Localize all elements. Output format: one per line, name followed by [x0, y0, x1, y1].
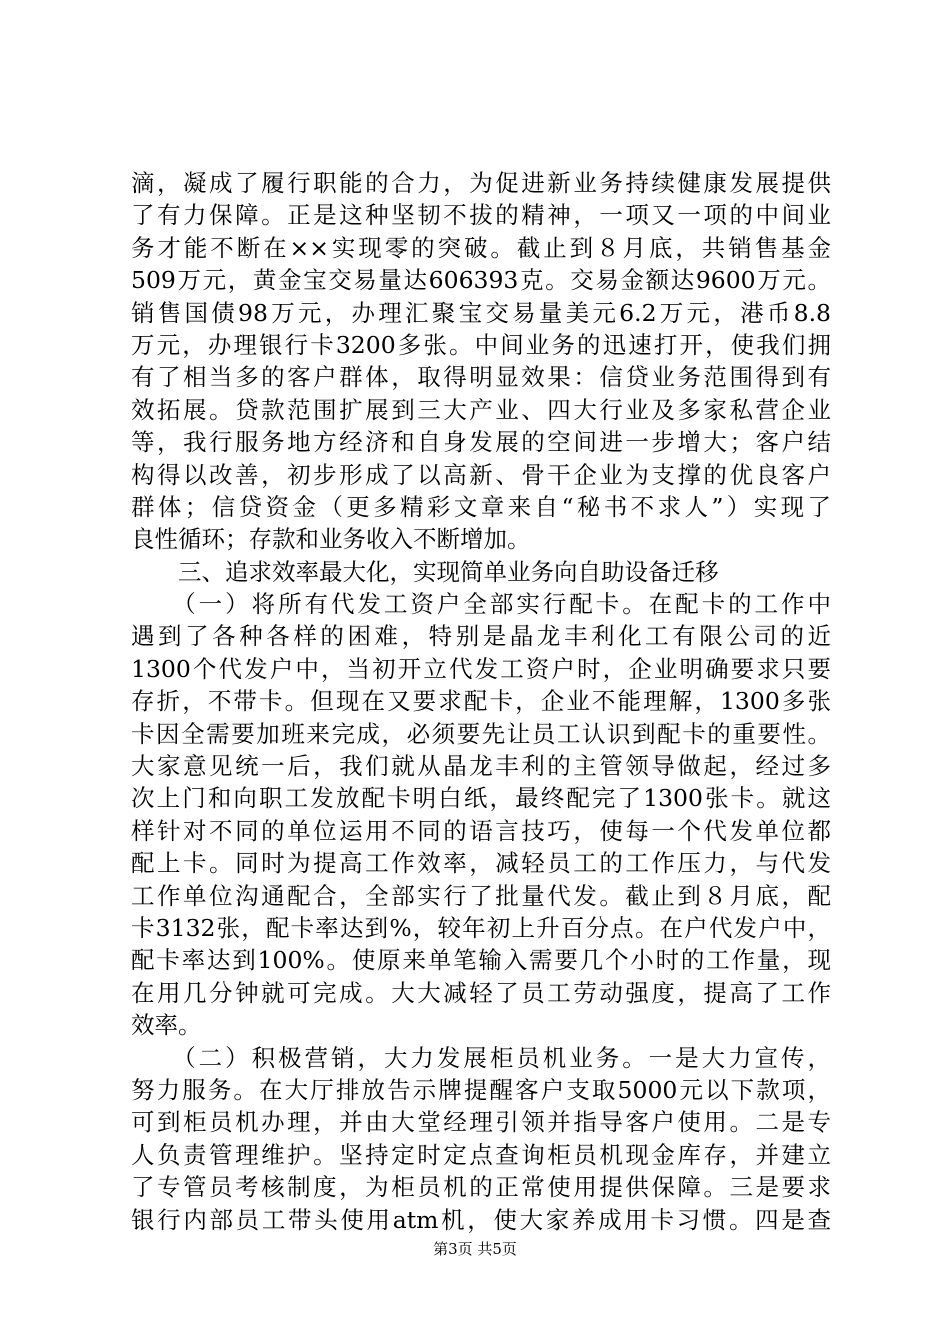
- text-line: 遇到了各种各样的困难，特别是晶龙丰利化工有限公司的近: [131, 622, 831, 651]
- text-line: 人负责管理维护。坚持定时定点查询柜员机现金库存，并建立: [131, 1140, 831, 1169]
- text-line: （二）积极营销，大力发展柜员机业务。一是大力宣传，: [131, 1043, 831, 1072]
- section-heading: 三、追求效率最大化，实现简单业务向自助设备迁移: [131, 557, 719, 586]
- text-line: 银行内部员工带头使用atm机，使大家养成用卡习惯。四是查: [131, 1205, 831, 1234]
- text-line: 存折，不带卡。但现在又要求配卡，企业不能理解，1300多张: [131, 687, 831, 716]
- text-line: 了有力保障。正是这种坚韧不拔的精神，一项又一项的中间业: [131, 201, 831, 230]
- text-line: 工作单位沟通配合，全部实行了批量代发。截止到８月底，配: [131, 881, 831, 910]
- text-line: 卡3132张，配卡率达到%，较年初上升百分点。在户代发户中，: [131, 913, 831, 942]
- text-line: 务才能不断在××实现零的突破。截止到８月底，共销售基金: [131, 233, 831, 262]
- text-line: 样针对不同的单位运用不同的语言技巧，使每一个代发单位都: [131, 816, 831, 845]
- text-line: 滴，凝成了履行职能的合力，为促进新业务持续健康发展提供: [131, 169, 831, 197]
- text-line: 次上门和向职工发放配卡明白纸，最终配完了1300张卡。就这: [131, 784, 831, 813]
- text-line: 努力服务。在大厅排放告示牌提醒客户支取5000元以下款项，: [131, 1075, 831, 1104]
- text-line: 可到柜员机办理，并由大堂经理引领并指导客户使用。二是专: [131, 1108, 831, 1137]
- text-line: 效拓展。贷款范围扩展到三大产业、四大行业及多家私营企业: [131, 395, 831, 424]
- page-number-footer: 第3页 共5页: [433, 1240, 517, 1258]
- text-line: 良性循环；存款和业务收入不断增加。: [131, 525, 531, 554]
- text-line: 效率。: [131, 1011, 202, 1040]
- text-line: 万元，办理银行卡3200多张。中间业务的迅速打开，使我们拥: [131, 330, 831, 359]
- text-line: 1300个代发户中，当初开立代发工资户时，企业明确要求只要: [131, 654, 831, 683]
- text-line: 配上卡。同时为提高工作效率，减轻员工的工作压力，与代发: [131, 849, 831, 878]
- text-line: 有了相当多的客户群体，取得明显效果：信贷业务范围得到有: [131, 363, 831, 392]
- text-line: 在用几分钟就可完成。大大减轻了员工劳动强度，提高了工作: [131, 978, 831, 1007]
- document-body: [131, 167, 831, 1236]
- text-line: 大家意见统一后，我们就从晶龙丰利的主管领导做起，经过多: [131, 752, 831, 781]
- text-line: 群体；信贷资金（更多精彩文章来自“秘书不求人”）实现了: [131, 492, 831, 521]
- text-line: 了专管员考核制度，为柜员机的正常使用提供保障。三是要求: [131, 1173, 831, 1202]
- text-line: （一）将所有代发工资户全部实行配卡。在配卡的工作中: [131, 590, 831, 619]
- text-line: 等，我行服务地方经济和自身发展的空间进一步增大；客户结: [131, 428, 831, 457]
- text-line: 构得以改善，初步形成了以高新、骨干企业为支撑的优良客户: [131, 460, 831, 489]
- text-line: 配卡率达到100%。使原来单笔输入需要几个小时的工作量，现: [131, 946, 831, 975]
- text-line: 卡因全需要加班来完成，必须要先让员工认识到配卡的重要性。: [131, 719, 831, 748]
- text-line: 销售国债98万元，办理汇聚宝交易量美元6.2万元，港币8.8: [131, 298, 831, 327]
- text-line: 509万元，黄金宝交易量达606393克。交易金额达9600万元。: [131, 266, 831, 295]
